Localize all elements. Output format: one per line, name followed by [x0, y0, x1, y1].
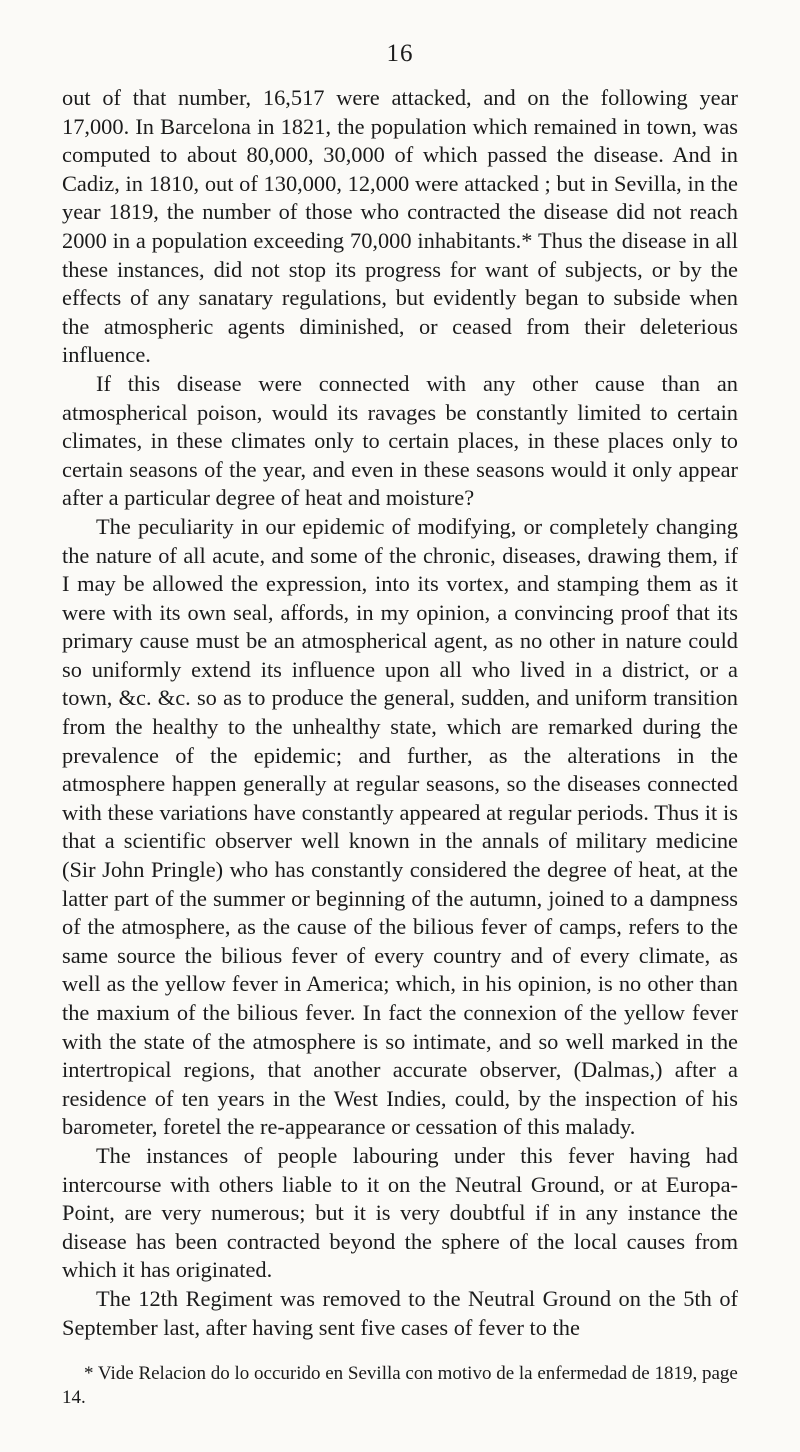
page-number: 16: [386, 40, 414, 67]
paragraph-continuation: out of that number, 16,517 were attacked, and on the following year 17,000. In Barcelona in 1821, the population which remained in town, was computed to about 80,000, 30,000 of which passed the disease. And in Cadiz, in 1810, out of 130,000, 12,000 were attacked ; but in Sevilla, in the year 1819, the number of those who contracted the disease did not reach 2000 in a population exceeding 70,000 inhabitants.* Thus the disease in all these instances, did not stop its progress for want of subjects, or by the effects of any sanatary regulations, but evidently began to subside when the atmospheric agents diminished, or ceased from their deleterious influence.: [62, 85, 738, 368]
paragraph-12th-regiment: The 12th Regiment was removed to the Neutral Ground on the 5th of September last, after having sent five cases of fever to the: [62, 1285, 738, 1340]
paragraph-epidemic-peculiarity: The peculiarity in our epidemic of modifying, or completely changing the nature of all acute, and some of the chronic, diseases, drawing them, if I may be allowed the expression, into its vortex, and stamping them as it were with its own seal, affords, in my opinion, a convincing proof that its primary cause must be an atmospherical agent, as no other in nature could so uniformly extend its influence upon all who lived in a district, or a town, &c. &c. so as to produce the general, sudden, and uniform transition from the healthy to the unhealthy state, which are remarked during the prevalence of the epidemic; and further, as the alterations in the atmosphere happen generally at regular seasons, so the diseases connected with these variations have constantly appeared at regular periods. Thus it is that a scientific observer well known in the annals of military medicine (Sir John Pringle) who has constantly considered the degree of heat, at the latter part of the summer or beginning of the autumn, joined to a dampness of the atmosphere, as the cause of the bilious fever of camps, refers to the same source the bilious fever of every country and of every climate, as well as the yellow fever in America; which, in his opinion, is no other than the maxium of the bilious fever. In fact the connexion of the yellow fever with the state of the atmosphere is so intimate, and so well marked in the intertropical regions, that another accurate observer, (Dalmas,) after a residence of ten years in the West Indies, could, by the inspection of his barometer, foretel the re-appearance or cessation of this malady.: [62, 513, 738, 1140]
footnote: [62, 1362, 738, 1410]
paragraph-atmospheric-poison: If this disease were connected with any other cause than an atmospherical poison, would its ravages be constantly limited to certain climates, in these climates only to certain places, in these places only to certain seasons of the year, and even in these seasons would it only appear after a particular degree of heat and moisture?: [62, 370, 738, 511]
footnote-text: * Vide Relacion do lo occurido en Sevilla con motivo de la enfermedad de 1819, page 14.: [62, 1363, 738, 1408]
paragraph-neutral-ground: The instances of people labouring under this fever having had intercourse with others liable to it on the Neutral Ground, or at Europa-Point, are very numerous; but it is very doubtful if in any instance the disease has been contracted beyond the sphere of the local causes from which it has originated.: [62, 1142, 738, 1283]
page-body: [62, 84, 738, 1342]
